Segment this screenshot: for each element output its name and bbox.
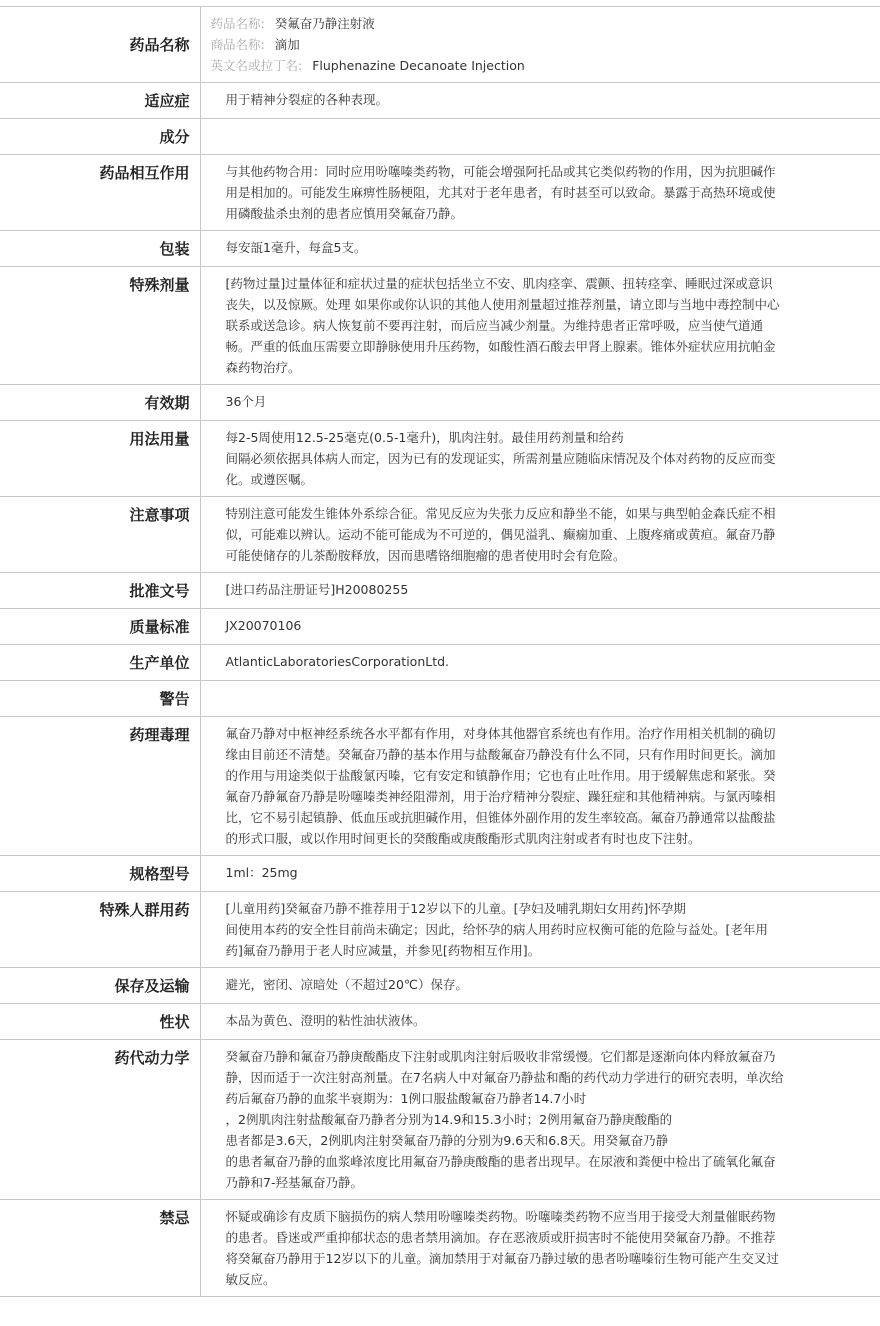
table-row (0, 267, 880, 385)
row-text: 与其他药物合用：同时应用吩噻嗪类药物，可能会增强阿托品或其它类似药物的作用，因为抗胆碱作用是相加的。可能发生麻痹性肠梗阻，尤其对于老年患者，有时甚至可以致命。暴露于高热环境或使用磷酸盐杀虫剂的患者应慎用癸氟奋乃静。 (225, 164, 776, 221)
row-label: 药代动力学 (0, 1040, 200, 1200)
table-row (0, 1200, 880, 1297)
row-text: 36个月 (225, 394, 267, 409)
table-row (0, 1004, 880, 1040)
row-label: 药理毒理 (0, 717, 200, 856)
name-key: 英文名或拉丁名: (210, 58, 303, 73)
row-value (200, 83, 880, 119)
table-row (0, 155, 880, 231)
table-row (0, 497, 880, 573)
table-row (0, 968, 880, 1004)
row-label: 药品相互作用 (0, 155, 200, 231)
row-value (200, 573, 880, 609)
row-text: 每2-5周使用12.5-25毫克(0.5-1毫升)，肌肉注射。最佳用药剂量和给药 (225, 430, 624, 445)
row-value (200, 119, 880, 155)
row-text: 用于精神分裂症的各种表现。 (225, 92, 389, 107)
row-value (200, 681, 880, 717)
table-row (0, 573, 880, 609)
row-label: 适应症 (0, 83, 200, 119)
row-text: 间使用本药的安全性目前尚未确定；因此，给怀孕的病人用药时应权衡可能的危险与益处。[老年用药]氟奋乃静用于老人时应减量，并参见[药物相互作用]。 (225, 922, 768, 958)
table-row (0, 83, 880, 119)
row-value (200, 968, 880, 1004)
name-key: 药品名称: (210, 16, 265, 31)
row-text: JX20070106 (225, 618, 302, 633)
row-label: 警告 (0, 681, 200, 717)
table-row (0, 1040, 880, 1200)
row-text: 每安瓿1毫升，每盒5支。 (225, 240, 367, 255)
row-label: 质量标准 (0, 609, 200, 645)
table-row (0, 645, 880, 681)
row-text: [儿童用药]癸氟奋乃静不推荐用于12岁以下的儿童。[孕妇及哺乳期妇女用药]怀孕期 (225, 901, 686, 916)
row-label: 药品名称 (0, 7, 200, 83)
row-text: 避光，密闭、凉暗处（不超过20℃）保存。 (225, 977, 468, 992)
row-text: 1ml：25mg (225, 865, 298, 880)
row-label: 性状 (0, 1004, 200, 1040)
row-label: 保存及运输 (0, 968, 200, 1004)
table-row (0, 717, 880, 856)
row-value (200, 231, 880, 267)
table-row (0, 609, 880, 645)
table-row (0, 892, 880, 968)
row-value (200, 856, 880, 892)
row-label: 规格型号 (0, 856, 200, 892)
row-value (200, 892, 880, 968)
row-label: 批准文号 (0, 573, 200, 609)
row-value (200, 7, 880, 83)
row-label: 特殊人群用药 (0, 892, 200, 968)
row-text: [药物过量]过量体征和症状过量的症状包括坐立不安、肌肉痉挛、震颤、扭转痉挛、睡眠过深或意识丧失，以及惊厥。处理 如果你或你认识的其他人使用剂量超过推荐剂量，请立即与当地中毒控制中心联系或送急诊。病人恢复前不要再注射，而后应当减少剂量。为维持患者正常呼吸，应当使气道通畅。严重的低血压需要立即静脉使用升压药物，如酸性酒石酸去甲肾上腺素。锥体外症状应用抗帕金森药物治疗。 (225, 276, 780, 375)
name-key: 商品名称: (210, 37, 265, 52)
row-value (200, 497, 880, 573)
drug-info-table (0, 6, 880, 1297)
row-value (200, 1200, 880, 1297)
row-text: 患者都是3.6天，2例肌肉注射癸氟奋乃静的分别为9.6天和6.8天。用癸氟奋乃静 (225, 1133, 669, 1148)
name-value: 滴加 (274, 37, 300, 52)
row-value (200, 609, 880, 645)
row-value (200, 267, 880, 385)
row-label: 用法用量 (0, 421, 200, 497)
table-row (0, 7, 880, 83)
row-label: 生产单位 (0, 645, 200, 681)
row-text: AtlanticLaboratoriesCorporationLtd. (225, 654, 450, 669)
row-value (200, 421, 880, 497)
name-line (211, 55, 871, 76)
row-text: ，2例肌肉注射盐酸氟奋乃静者分别为14.9和15.3小时；2例用氟奋乃静庚酸酯的 (225, 1112, 673, 1127)
row-value (200, 155, 880, 231)
row-text: 间隔必须依据具体病人而定，因为已有的发现证实，所需剂量应随临床情况及个体对药物的反应而变化。或遵医嘱。 (225, 451, 776, 487)
row-value (200, 1040, 880, 1200)
row-label: 禁忌 (0, 1200, 200, 1297)
table-row (0, 421, 880, 497)
row-value (200, 1004, 880, 1040)
row-label: 特殊剂量 (0, 267, 200, 385)
drug-info-body (0, 7, 880, 1297)
row-text: [进口药品注册证号]H20080255 (225, 582, 409, 597)
row-text: 的患者氟奋乃静的血浆峰浓度比用氟奋乃静庚酸酯的患者出现早。在尿液和粪便中检出了硫氧化氟奋乃静和7-羟基氟奋乃静。 (225, 1154, 776, 1190)
row-text: 怀疑或确诊有皮质下脑损伤的病人禁用吩噻嗪类药物。吩噻嗪类药物不应当用于接受大剂量催眠药物的患者。昏迷或严重抑郁状态的患者禁用滴加。存在恶液质或肝损害时不能使用癸氟奋乃静。不推荐将癸氟奋乃静用于12岁以下的儿童。滴加禁用于对氟奋乃静过敏的患者吩噻嗪衍生物可能产生交叉过敏反应。 (225, 1209, 779, 1287)
row-label: 注意事项 (0, 497, 200, 573)
row-text: 本品为黄色、澄明的粘性油状液体。 (225, 1013, 426, 1028)
name-line (211, 13, 871, 34)
table-row (0, 231, 880, 267)
table-row (0, 119, 880, 155)
row-text: 氟奋乃静对中枢神经系统各水平都有作用，对身体其他器官系统也有作用。治疗作用相关机制的确切缘由目前还不清楚。癸氟奋乃静的基本作用与盐酸氟奋乃静没有什么不同，只有作用时间更长。滴加的作用与用途类似于盐酸氯丙嗪，它有安定和镇静作用；它也有止吐作用。用于缓解焦虑和紧张。癸氟奋乃静氟奋乃静是吩噻嗪类神经阻滞剂，用于治疗精神分裂症、躁狂症和其他精神病。与氯丙嗪相比，它不易引起镇静、低血压或抗胆碱作用，但锥体外副作用的发生率较高。氟奋乃静通常以盐酸盐的形式口服，或以作用时间更长的癸酸酯或庚酸酯形式肌肉注射或者有时也皮下注射。 (225, 726, 776, 846)
row-value (200, 385, 880, 421)
table-row (0, 681, 880, 717)
row-label: 有效期 (0, 385, 200, 421)
name-line (211, 34, 871, 55)
row-text: 癸氟奋乃静和氟奋乃静庚酸酯皮下注射或肌肉注射后吸收非常缓慢。它们都是逐渐向体内释放氟奋乃静，因而适于一次注射高剂量。在7名病人中对氟奋乃静盐和酯的药代动力学进行的研究表明，单次给药后氟奋乃静的血浆半衰期为：1例口服盐酸氟奋乃静者14.7小时 (225, 1049, 784, 1106)
row-label: 成分 (0, 119, 200, 155)
name-value: 癸氟奋乃静注射液 (274, 16, 375, 31)
row-value (200, 717, 880, 856)
row-label: 包装 (0, 231, 200, 267)
row-value (200, 645, 880, 681)
table-row (0, 385, 880, 421)
name-value: Fluphenazine Decanoate Injection (312, 58, 525, 73)
row-text: 特别注意可能发生锥体外系综合征。常见反应为失张力反应和静坐不能，如果与典型帕金森氏症不相似，可能难以辨认。运动不能可能成为不可逆的，偶见溢乳、癫痫加重、上腹疼痛或黄疸。氟奋乃静可能使储存的儿茶酚胺释放，因而患嗜铬细胞瘤的患者使用时会有危险。 (225, 506, 776, 563)
table-row (0, 856, 880, 892)
